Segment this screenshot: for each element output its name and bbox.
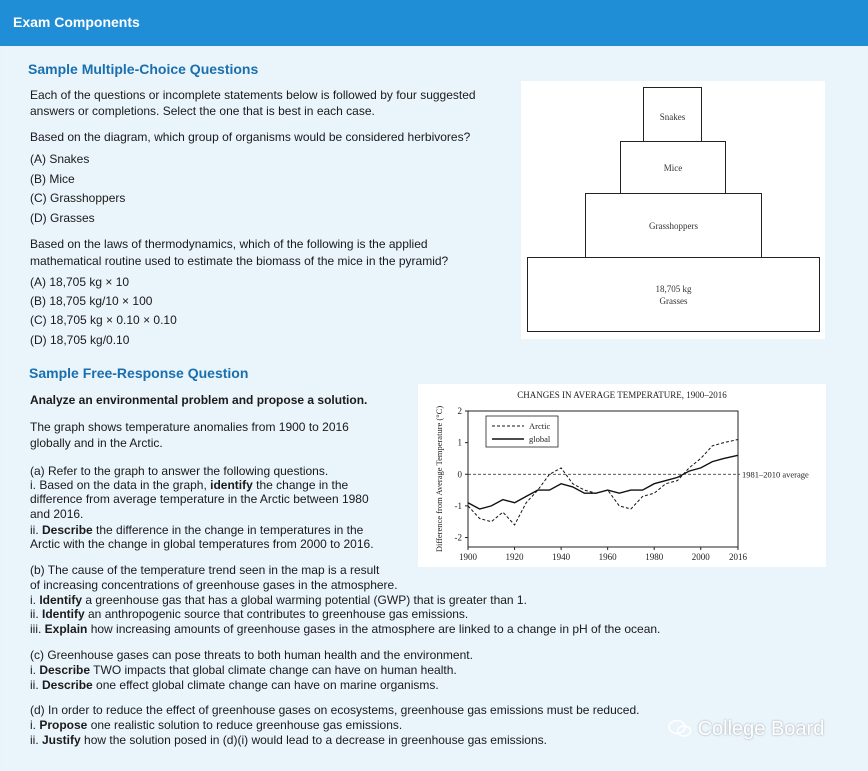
x-tick-label: 2000 (691, 552, 710, 562)
part-a-ii-post: the difference in the change in temperatures in the (92, 523, 364, 537)
part-d-ii-verb: Justify (42, 733, 81, 747)
tier-label-grasshoppers: Grasshoppers (649, 220, 698, 231)
part-b-ii-verb: Identify (42, 607, 85, 621)
x-tick-label: 2016 (729, 552, 747, 562)
y-axis-label: Difference from Average Temperature (°C) (434, 405, 444, 553)
reference-line-label: 1981–2010 average (742, 469, 809, 480)
tier-label-mice: Mice (663, 162, 683, 173)
part-b-iii-verb: Explain (44, 622, 88, 636)
part-a-intro: (a) Refer to the graph to answer the following questions. (30, 464, 329, 478)
part-b-line2: of increasing concentrations of greenhouse gases in the atmosphere. (30, 578, 398, 592)
y-tick-label: 2 (457, 406, 462, 416)
tier-label-grasses-mass: 18,705 kg (655, 283, 692, 294)
part-d-ii-post: how the solution posed in (d)(i) would lead to a decrease in greenhouse gas emissions. (80, 733, 547, 747)
part-d-ii-prefix: ii. (30, 733, 42, 747)
legend-label-global: global (529, 434, 551, 444)
question-2-line1: Based on the laws of thermodynamics, which of the following is the applied (30, 237, 428, 251)
q1-option-c: (C) Grasshoppers (30, 191, 126, 205)
question-2-line2: mathematical routine used to estimate the biomass of the mice in the pyramid? (30, 254, 449, 268)
temperature-chart (418, 384, 826, 567)
part-b-i (30, 593, 527, 608)
part-c-i-verb: Describe (39, 663, 91, 677)
part-c-i (30, 663, 457, 678)
frq-graph-desc-line2: globally and in the Arctic. (30, 436, 163, 450)
mcq-heading: Sample Multiple-Choice Questions (28, 61, 259, 77)
x-tick-label: 1920 (505, 552, 524, 562)
q2-option-c: (C) 18,705 kg × 0.10 × 0.10 (30, 313, 177, 327)
frq-prompt: Analyze an environmental problem and propose a solution. (30, 393, 368, 407)
x-tick-label: 1960 (598, 552, 617, 562)
temperature-chart-svg (418, 384, 826, 567)
y-tick-label: 0 (457, 469, 462, 480)
part-c-i-post: TWO impacts that global climate change can have on human health. (90, 663, 457, 677)
part-d-i-prefix: i. (30, 718, 40, 732)
part-b-ii-post: an anthropogenic source that contributes to greenhouse gas emissions. (84, 607, 469, 621)
part-b-iii-post: how increasing amounts of greenhouse gases in the atmosphere are linked to a change in pH of the ocean. (87, 622, 661, 636)
tier-label-grasses: Grasses (659, 295, 688, 306)
part-c-i-prefix: i. (30, 663, 40, 677)
q1-option-b: (B) Mice (30, 172, 75, 186)
part-d-line1: (d) In order to reduce the effect of greenhouse gases on ecosystems, greenhouse gas emissions must be reduced. (30, 703, 640, 717)
mcq-intro-line2: answers or completions. Select the one that is best in each case. (30, 104, 375, 118)
part-c-ii-prefix: ii. (30, 678, 42, 692)
chart-title: CHANGES IN AVERAGE TEMPERATURE, 1900–2016 (517, 390, 727, 400)
wechat-icon (668, 718, 692, 738)
q2-option-b: (B) 18,705 kg/10 × 100 (30, 294, 153, 308)
part-a-i (30, 478, 348, 493)
x-tick-label: 1980 (645, 552, 664, 562)
q1-option-d: (D) Grasses (30, 211, 95, 225)
q2-option-a: (A) 18,705 kg × 10 (30, 275, 130, 289)
pyramid-tier-grasshoppers (585, 193, 762, 258)
frq-graph-desc-line1: The graph shows temperature anomalies from 1900 to 2016 (30, 420, 349, 434)
series-line-arctic (468, 440, 738, 525)
part-d-i-post: one realistic solution to reduce greenhouse gas emissions. (87, 718, 403, 732)
pyramid-tier-grasses (527, 257, 820, 332)
x-tick-label: 1900 (459, 552, 477, 562)
part-b-i-post: a greenhouse gas that has a global warming potential (GWP) that is greater than 1. (82, 593, 527, 607)
part-a-ii-verb: Describe (42, 523, 93, 537)
watermark (668, 718, 824, 741)
series-line-global (468, 455, 738, 509)
part-c-ii-post: one effect global climate change can have on marine organisms. (92, 678, 439, 692)
frq-heading: Sample Free-Response Question (29, 365, 249, 381)
watermark-text: College Board (697, 718, 825, 740)
part-c-ii (30, 678, 439, 693)
q1-option-a: (A) Snakes (30, 152, 90, 166)
part-a-i-line2: difference from average temperature in the Arctic between 1980 (30, 492, 369, 506)
part-a-i-post: the change in the (252, 478, 349, 492)
part-d-i-verb: Propose (39, 718, 88, 732)
part-d-ii (30, 733, 547, 748)
energy-pyramid-diagram (521, 81, 825, 339)
x-tick-label: 1940 (552, 552, 571, 562)
part-a-ii-line2: Arctic with the change in global temperatures from 2000 to 2016. (30, 537, 374, 551)
tier-label-snakes: Snakes (659, 111, 686, 122)
pyramid-tier-mice (620, 141, 726, 194)
part-d-i (30, 718, 402, 733)
y-tick-label: -1 (454, 500, 462, 511)
section-header (0, 0, 868, 46)
part-c-line1: (c) Greenhouse gases can pose threats to both human health and the environment. (30, 648, 473, 662)
legend-label-arctic: Arctic (529, 421, 551, 431)
part-b-i-verb: Identify (39, 593, 83, 607)
part-a-i-verb: identify (210, 478, 253, 492)
pyramid-tier-snakes (643, 87, 702, 146)
part-a-i-line3: and 2016. (30, 507, 84, 521)
y-tick-label: 1 (457, 437, 462, 448)
part-b-iii-prefix: iii. (30, 622, 45, 636)
part-a-ii-pre: ii. (30, 523, 42, 537)
mcq-intro-line1: Each of the questions or incomplete statements below is followed by four suggested (30, 88, 476, 102)
part-b-ii-prefix: ii. (30, 607, 42, 621)
y-tick-label: -2 (454, 532, 462, 543)
section-title: Exam Components (13, 14, 140, 30)
part-a-ii (30, 523, 363, 538)
part-b-line1: (b) The cause of the temperature trend seen in the map is a result (30, 563, 380, 577)
q2-option-d: (D) 18,705 kg/0.10 (30, 333, 130, 347)
part-a-i-pre: i. Based on the data in the graph, (30, 478, 211, 492)
part-b-iii (30, 622, 660, 637)
part-b-ii (30, 607, 468, 622)
part-c-ii-verb: Describe (42, 678, 93, 692)
question-1: Based on the diagram, which group of organisms would be considered herbivores? (30, 130, 471, 144)
part-b-i-prefix: i. (30, 593, 40, 607)
